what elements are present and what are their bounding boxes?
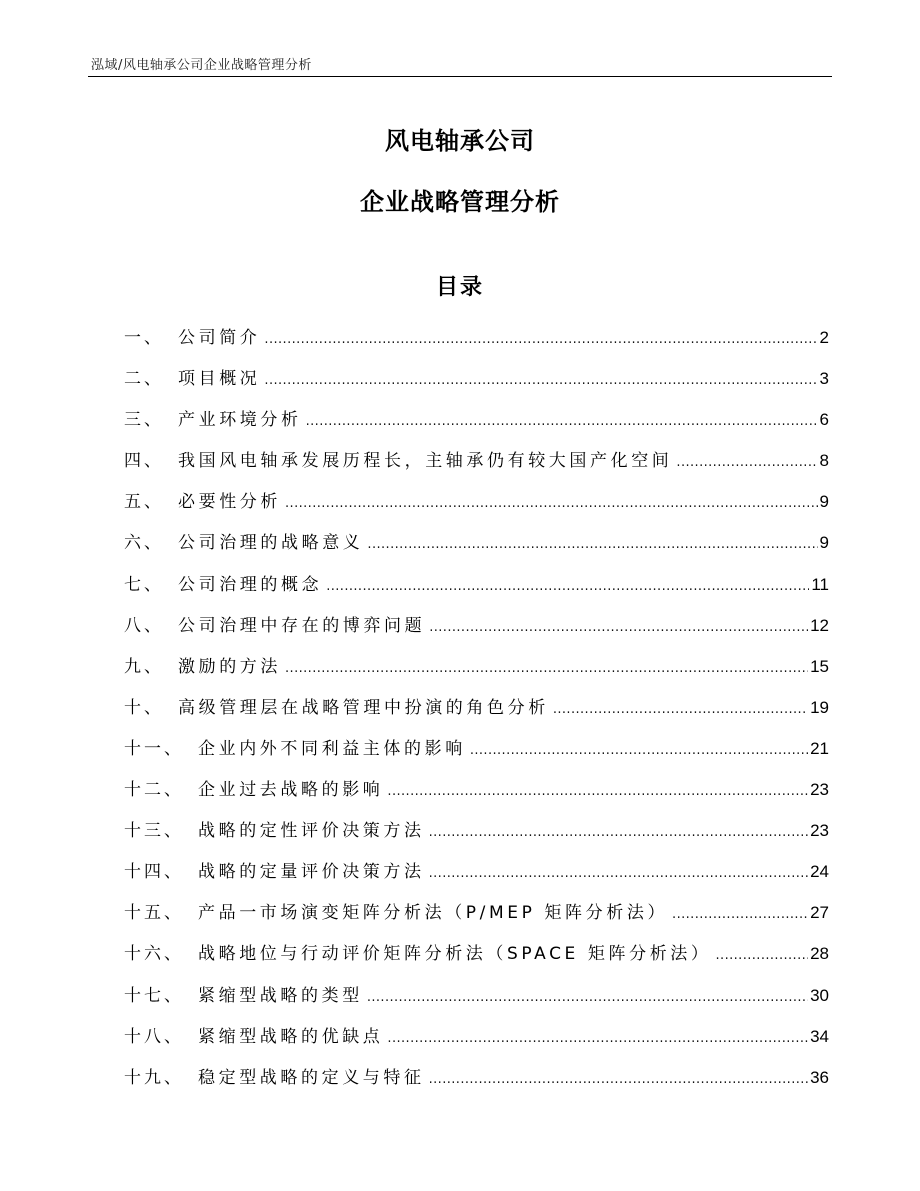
toc-dot-leader	[429, 825, 808, 840]
toc-entry-label: 产业环境分析	[178, 410, 302, 431]
toc-entry-page: 6	[819, 410, 829, 430]
toc-entry-label: 战略地位与行动评价矩阵分析法（SPACE 矩阵分析法）	[198, 944, 712, 965]
toc-entry-number: 四、	[124, 451, 164, 472]
toc-entry-label: 激励的方法	[178, 656, 281, 677]
toc-entry[interactable]	[124, 981, 829, 1022]
toc-entry-page: 27	[810, 903, 829, 923]
toc-entry-page: 34	[810, 1026, 829, 1046]
toc-entry-page: 36	[810, 1067, 829, 1087]
toc-entry-label: 公司治理中存在的博弈问题	[178, 615, 426, 636]
toc-dot-leader	[716, 948, 809, 963]
toc-entry-number: 一、	[124, 328, 164, 348]
toc-entry-label: 企业内外不同利益主体的影响	[198, 738, 466, 759]
toc-entry-page: 9	[819, 533, 829, 553]
toc-entry-label: 产品一市场演变矩阵分析法（P/MEP 矩阵分析法）	[198, 903, 669, 924]
toc-heading: 目录	[435, 275, 484, 300]
toc-entry-label: 紧缩型战略的优缺点	[198, 1026, 384, 1047]
toc-entry-label: 稳定型战略的定义与特征	[198, 1067, 425, 1088]
toc-entry-number: 八、	[124, 615, 164, 636]
toc-entry-page: 19	[810, 697, 829, 717]
toc-dot-leader	[285, 661, 808, 676]
toc-entry-label: 必要性分析	[178, 492, 281, 513]
toc-entry[interactable]	[124, 405, 829, 446]
toc-entry-number: 十二、	[124, 780, 184, 801]
toc-dot-leader	[553, 702, 808, 717]
toc-entry[interactable]	[124, 734, 829, 775]
table-of-contents	[124, 323, 829, 1104]
toc-entry-label: 战略的定性评价决策方法	[198, 821, 425, 842]
toc-entry-number: 十一、	[124, 738, 184, 759]
toc-entry[interactable]	[124, 528, 829, 569]
toc-dot-leader	[676, 455, 817, 470]
toc-entry-number: 十六、	[124, 944, 184, 965]
toc-entry-number: 三、	[124, 410, 164, 431]
toc-dot-leader	[264, 332, 817, 347]
toc-entry-label: 紧缩型战略的类型	[198, 985, 363, 1006]
toc-entry-number: 十九、	[124, 1067, 184, 1088]
header-divider	[88, 76, 832, 77]
toc-entry-number: 十八、	[124, 1026, 184, 1047]
toc-entry-page: 11	[811, 574, 829, 594]
toc-entry[interactable]	[124, 652, 829, 693]
toc-entry[interactable]	[124, 1063, 829, 1104]
toc-entry-page: 8	[819, 451, 829, 471]
toc-entry-number: 十七、	[124, 985, 184, 1006]
toc-entry[interactable]	[124, 898, 829, 939]
toc-entry-number: 九、	[124, 656, 164, 677]
toc-dot-leader	[387, 784, 808, 799]
toc-entry-label: 战略的定量评价决策方法	[198, 862, 425, 883]
toc-dot-leader	[264, 373, 817, 388]
toc-entry-page: 3	[819, 369, 829, 389]
toc-entry-page: 30	[810, 985, 829, 1005]
toc-entry-number: 二、	[124, 369, 164, 390]
toc-entry-label: 高级管理层在战略管理中扮演的角色分析	[178, 697, 549, 718]
toc-entry-label: 公司治理的概念	[178, 574, 323, 595]
toc-entry-number: 六、	[124, 533, 164, 554]
toc-entry-number: 十三、	[124, 821, 184, 842]
toc-entry-number: 十、	[124, 697, 164, 718]
toc-entry[interactable]	[124, 323, 829, 364]
toc-entry-number: 五、	[124, 492, 164, 513]
toc-dot-leader	[429, 1072, 808, 1087]
toc-entry-page: 12	[810, 615, 829, 635]
toc-entry-page: 2	[819, 328, 829, 347]
toc-entry[interactable]	[124, 364, 829, 405]
toc-entry[interactable]	[124, 1022, 829, 1063]
toc-entry[interactable]	[124, 693, 829, 734]
toc-entry[interactable]	[124, 939, 829, 980]
toc-dot-leader	[387, 1031, 808, 1046]
document-title: 风电轴承公司	[385, 127, 535, 155]
toc-entry-page: 23	[810, 780, 829, 800]
toc-entry-page: 23	[810, 821, 829, 841]
toc-dot-leader	[367, 990, 808, 1005]
toc-entry-page: 21	[810, 738, 829, 758]
toc-entry-page: 15	[810, 656, 829, 676]
toc-dot-leader	[429, 866, 808, 881]
document-subtitle: 企业战略管理分析	[360, 188, 560, 216]
toc-entry[interactable]	[124, 446, 829, 487]
toc-dot-leader	[470, 743, 808, 758]
toc-dot-leader	[306, 414, 818, 429]
toc-entry-label: 公司简介	[178, 328, 261, 348]
toc-entry-number: 十五、	[124, 903, 184, 924]
toc-entry[interactable]	[124, 611, 829, 652]
running-header: 泓域/风电轴承公司企业战略管理分析	[91, 58, 312, 73]
toc-entry-number: 十四、	[124, 862, 184, 883]
toc-entry-page: 9	[819, 492, 829, 512]
toc-entry-label: 企业过去战略的影响	[198, 780, 384, 801]
toc-dot-leader	[285, 496, 818, 511]
toc-dot-leader	[367, 537, 817, 552]
toc-entry[interactable]	[124, 570, 829, 611]
toc-dot-leader	[672, 907, 808, 922]
toc-dot-leader	[429, 620, 808, 635]
toc-entry-label: 项目概况	[178, 369, 261, 390]
toc-entry-label: 我国风电轴承发展历程长，主轴承仍有较大国产化空间	[178, 451, 673, 472]
toc-entry-number: 七、	[124, 574, 164, 595]
toc-entry-page: 28	[810, 944, 829, 964]
toc-entry-label: 公司治理的战略意义	[178, 533, 364, 554]
toc-entry[interactable]	[124, 816, 829, 857]
toc-entry[interactable]	[124, 487, 829, 528]
toc-entry[interactable]	[124, 857, 829, 898]
toc-entry-page: 24	[810, 862, 829, 882]
toc-entry[interactable]	[124, 775, 829, 816]
toc-dot-leader	[326, 579, 809, 594]
